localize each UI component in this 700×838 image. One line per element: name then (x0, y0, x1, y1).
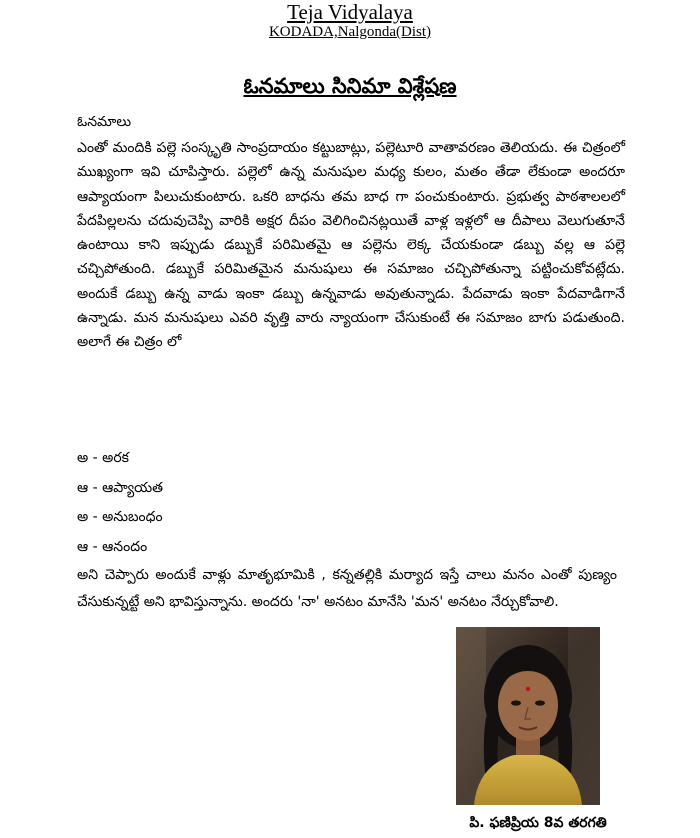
list-item: అ - అరక (77, 450, 129, 466)
article-paragraph-1: ఎంతో మందికి పల్లె సంస్కృతి సాంప్రదాయం కట్టుబాట్లు, పల్లెటూరి వాతావరణం తెలియదు. ఈ చిత్రంలో ముఖ్యంగా ఇవి చూపిస్తారు. పల్లెలో ఉన్న మనుషుల మధ్య కులం, మతం తేడా లేకుండా అందరూ ఆప్యాయంగా పిలుచుకుంటారు. ఒకరి బాధను తమ బాధ గా పంచుకుంటారు. ప్రభుత్వ పాఠశాలలలో పేదపిల్లలను చదువుచెప్పి వారికి అక్షర దీపం వెలిగించినట్లయితే వాళ్ల ఇళ్లలో ఆ దీపాలు వెలుగుతూనే ఉంటాయి కాని ఇప్పుడు డబ్బుకే పరిమితమై ఆ పల్లెను లెక్క చేయకుండా డబ్బు వల్ల ఆ పల్లె చచ్చిపోతుంది. డబ్బుకే పరిమితమైన మనుషులు ఈ సమాజం చచ్చిపోతున్నా పట్టించుకోవట్లేదు. అందుకే డబ్బు ఉన్న వాడు ఇంకా డబ్బు ఉన్నవాడు అవుతున్నాడు. పేదవాడు ఇంకా పేదవాడిగానే ఉన్నాడు. మన మనుషులు ఎవరి వృత్తి వారు న్యాయంగా చేసుకుంటే ఈ సమాజం బాగు పడుతుంది. అలాగే ఈ చిత్రం లో (77, 140, 625, 351)
author-photo (456, 627, 600, 805)
school-name: Teja Vidyalaya (287, 0, 413, 24)
letter-list (77, 446, 163, 564)
list-item: అ - అనుబంధం (77, 509, 163, 525)
article-title: ఓనమాలు సినిమా విశ్లేషణ (243, 74, 457, 98)
author-caption: పి. ఫణిప్రియ 8వ తరగతి (469, 815, 607, 831)
article-subheading: ఓనమాలు (77, 114, 132, 130)
list-item: ఆ - ఆప్యాయత (77, 479, 164, 496)
list-item: ఆ - ఆనందం (77, 538, 148, 555)
article-paragraph-2: అని చెప్పారు అందుకే వాళ్లు మాతృభూమికి , కన్నతల్లికి మర్యాద ఇస్తే చాలు మనం ఎంతో పుణ్యం చేసుకున్నట్టే అని భావిస్తున్నాను. అందరు 'నా' అనటం మానేసి 'మన' అనటం నేర్చుకోవాలి. (77, 567, 617, 610)
school-location: KODADA,Nalgonda(Dist) (268, 24, 432, 40)
